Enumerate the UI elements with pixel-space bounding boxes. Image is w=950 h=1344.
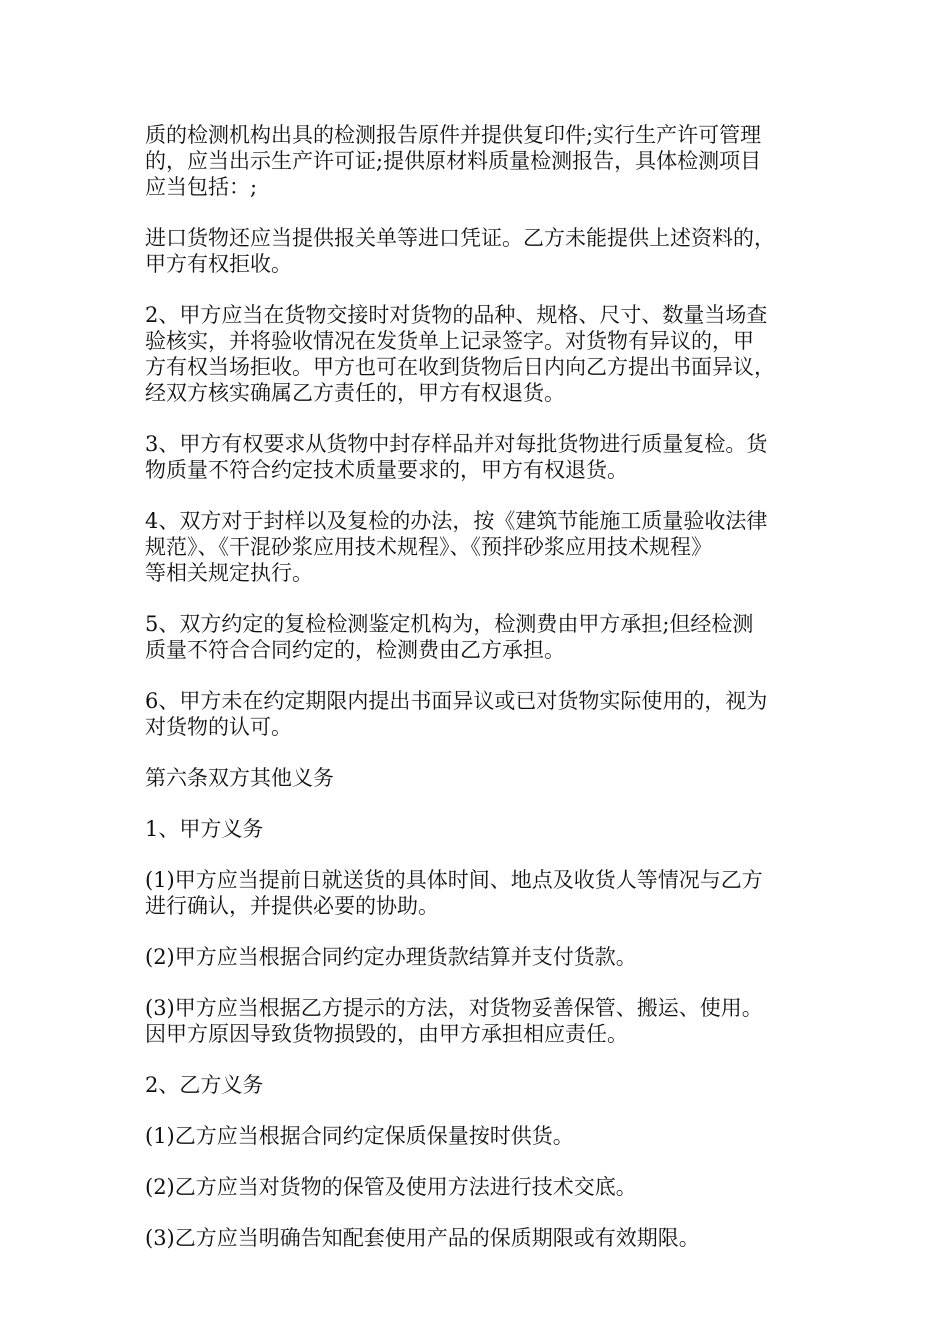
text-line: (3)甲方应当根据乙方提示的方法，对货物妥善保管、搬运、使用。	[145, 996, 763, 1020]
paragraph-party-b-item-2	[145, 1174, 813, 1200]
text-line: (2)甲方应当根据合同约定办理货款结算并支付货款。	[145, 945, 637, 969]
paragraph-clause-6	[145, 688, 813, 740]
paragraph-party-a-item-3	[145, 995, 813, 1047]
text-line: 质量不符合合同约定的，检测费由乙方承担。	[145, 638, 565, 662]
text-line: 方有权当场拒收。甲方也可在收到货物后日内向乙方提出书面异议，	[145, 355, 775, 379]
text-line: 3、甲方有权要求从货物中封存样品并对每批货物进行质量复检。货	[145, 432, 768, 456]
paragraph-clause-4	[145, 508, 813, 586]
text-line: 进口货物还应当提供报关单等进口凭证。乙方未能提供上述资料的，	[145, 226, 775, 250]
text-line: 验核实，并将验收情况在发货单上记录签字。对货物有异议的，甲	[145, 329, 754, 353]
subheading-party-b-duties	[145, 1072, 813, 1098]
text-line: 的，应当出示生产许可证;提供原材料质量检测报告，具体检测项目	[145, 149, 762, 173]
text-line: 因甲方原因导致货物损毁的，由甲方承担相应责任。	[145, 1022, 628, 1046]
paragraph-party-b-item-1	[145, 1123, 813, 1149]
text-line: 经双方核实确属乙方责任的，甲方有权退货。	[145, 381, 565, 405]
paragraph-clause-3	[145, 431, 813, 483]
text-line: 进行确认，并提供必要的协助。	[145, 894, 439, 918]
subheading-party-a-duties	[145, 816, 813, 842]
text-line: 4、双方对于封样以及复检的办法，按《建筑节能施工质量验收法律	[145, 509, 768, 533]
text-line: 应当包括：;	[145, 175, 258, 199]
paragraph-party-a-item-1	[145, 867, 813, 919]
text-line: 6、甲方未在约定期限内提出书面异议或已对货物实际使用的，视为	[145, 689, 768, 713]
text-line: (1)乙方应当根据合同约定保质保量按时供货。	[145, 1124, 574, 1148]
section-heading-article-6	[145, 765, 813, 791]
text-line: 物质量不符合约定技术质量要求的，甲方有权退货。	[145, 458, 628, 482]
text-line: 第六条双方其他义务	[145, 766, 334, 790]
paragraph-quality-report	[145, 122, 813, 200]
paragraph-clause-5	[145, 611, 813, 663]
text-line: 2、乙方义务	[145, 1073, 264, 1097]
text-line: (1)甲方应当提前日就送货的具体时间、地点及收货人等情况与乙方	[145, 868, 763, 892]
text-line: 等相关规定执行。	[145, 561, 313, 585]
text-line: 1、甲方义务	[145, 817, 264, 841]
text-line: 质的检测机构出具的检测报告原件并提供复印件;实行生产许可管理	[145, 123, 762, 147]
paragraph-party-b-item-3	[145, 1225, 813, 1251]
text-line: 规范》、《干混砂浆应用技术规程》、《预拌砂浆应用技术规程》	[145, 535, 712, 559]
text-line: (2)乙方应当对货物的保管及使用方法进行技术交底。	[145, 1175, 637, 1199]
document-page	[145, 122, 813, 1276]
paragraph-clause-2	[145, 302, 813, 406]
paragraph-import-docs	[145, 225, 813, 277]
text-line: 甲方有权拒收。	[145, 252, 292, 276]
text-line: 对货物的认可。	[145, 715, 292, 739]
text-line: (3)乙方应当明确告知配套使用产品的保质期限或有效期限。	[145, 1226, 700, 1250]
text-line: 2、甲方应当在货物交接时对货物的品种、规格、尺寸、数量当场查	[145, 303, 768, 327]
text-line: 5、双方约定的复检检测鉴定机构为，检测费由甲方承担;但经检测	[145, 612, 754, 636]
paragraph-party-a-item-2	[145, 944, 813, 970]
